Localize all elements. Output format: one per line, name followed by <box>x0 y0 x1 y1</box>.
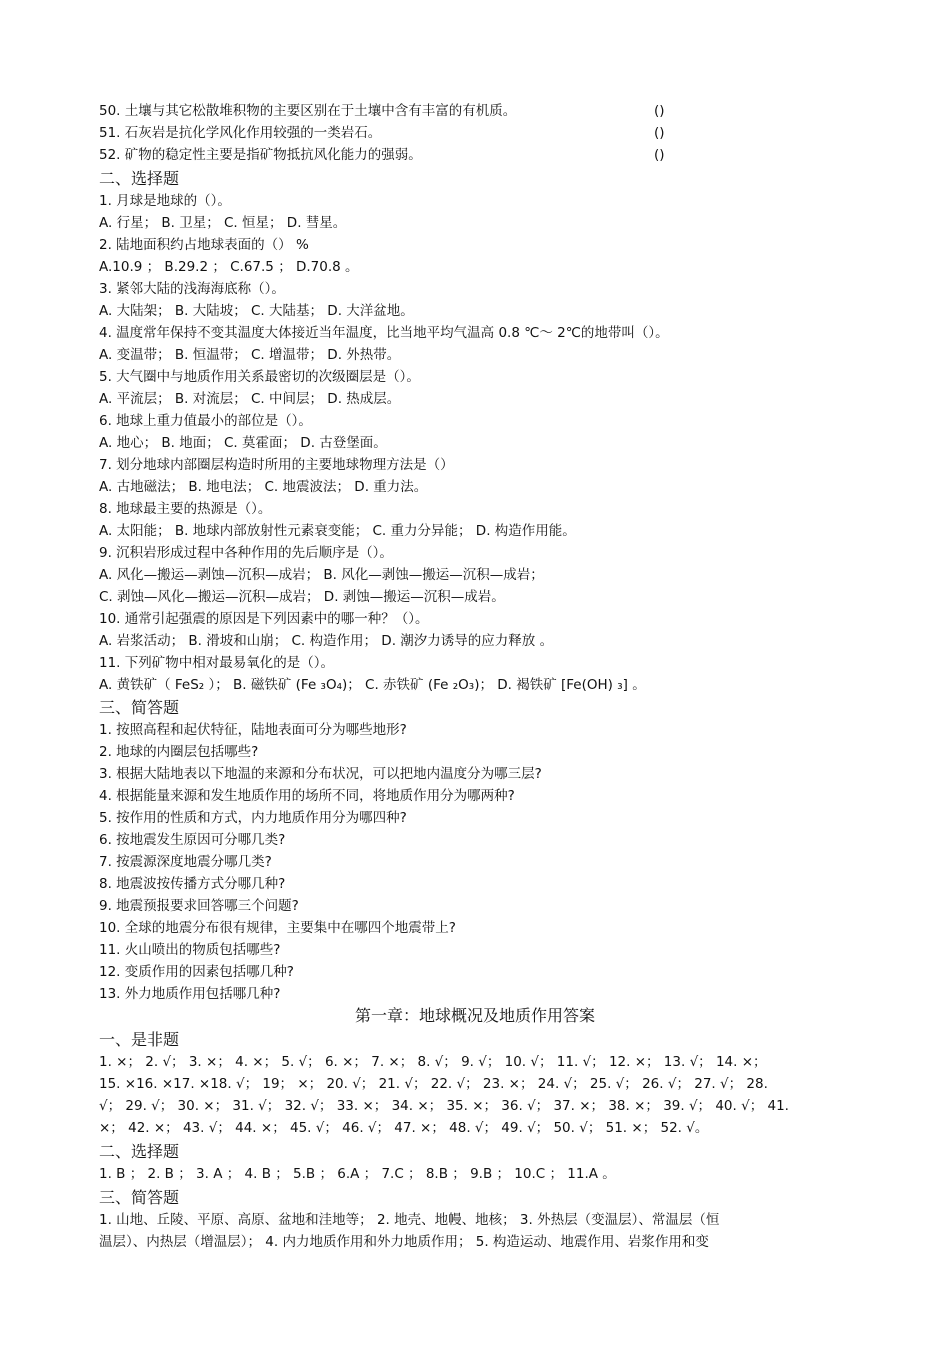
tf-answers-line: √； 29. √； 30. ×； 31. √； 32. √； 33. ×； 34. ×； 35. ×； 36. √； 37. ×； 38. ×； 39. √； 40. √； 41. <box>99 1098 789 1114</box>
answers-heading-choice: 二、选择题 <box>99 1142 180 1161</box>
sa-question: 3. 根据大陆地表以下地温的来源和分布状况，可以把地内温度分为哪三层? <box>99 766 542 782</box>
sa-question: 8. 地震波按传播方式分哪几种? <box>99 876 286 892</box>
sa-question: 10. 全球的地震分布很有规律，主要集中在哪四个地震带上? <box>99 920 456 936</box>
mc-line: 9. 沉积岩形成过程中各种作用的先后顺序是（）。 <box>99 545 393 561</box>
mc-line: 8. 地球最主要的热源是（）。 <box>99 501 272 517</box>
answers-heading-short-answer: 三、简答题 <box>99 1188 180 1207</box>
mc-line: 6. 地球上重力值最小的部位是（）。 <box>99 413 312 429</box>
sa-question: 12. 变质作用的因素包括哪几种? <box>99 964 294 980</box>
mc-line: 11. 下列矿物中相对最易氧化的是（）。 <box>99 655 335 671</box>
tf-answer-blank-52: () <box>654 147 665 163</box>
sa-question: 2. 地球的内圈层包括哪些? <box>99 744 259 760</box>
tf-answers-line: 15. ×16. ×17. ×18. √； 19； ×； 20. √； 21. √； 22. √； 23. ×； 24. √； 25. √； 26. √； 27. √； 28. <box>99 1076 768 1092</box>
sa-question: 1. 按照高程和起伏特征，陆地表面可分为哪些地形? <box>99 722 407 738</box>
mc-line: A. 行星； B. 卫星； C. 恒星； D. 彗星。 <box>99 215 347 231</box>
mc-line: 4. 温度常年保持不变其温度大体接近当年温度，比当地平均气温高 0.8 ℃～ 2℃的地带叫（）。 <box>99 325 669 341</box>
mc-line: A. 风化—搬运—剥蚀—沉积—成岩； B. 风化—剥蚀—搬运—沉积—成岩； <box>99 567 544 583</box>
mc-line: 5. 大气圈中与地质作用关系最密切的次级圈层是（）。 <box>99 369 420 385</box>
tf-answers-line: 1. ×； 2. √； 3. ×； 4. ×； 5. √； 6. ×； 7. ×； 8. √； 9. √； 10. √； 11. √； 12. ×； 13. √； 14. ×； <box>99 1054 767 1070</box>
mc-line: A. 太阳能； B. 地球内部放射性元素衰变能； C. 重力分异能； D. 构造作用能。 <box>99 523 576 539</box>
mc-line: 1. 月球是地球的（）。 <box>99 193 231 209</box>
sa-answers-line: 温层）、内热层（增温层）； 4. 内力地质作用和外力地质作用； 5. 构造运动、地震作用、岩浆作用和变 <box>99 1234 709 1250</box>
answers-title: 第一章：地球概况及地质作用答案 <box>354 1006 595 1025</box>
tf-answer-blank-51: () <box>654 125 665 141</box>
mc-answers-line: 1. B ； 2. B ； 3. A ； 4. B ； 5.B ； 6.A ； 7.C ； 8.B ； 9.B ； 10.C ； 11.A 。 <box>99 1166 616 1182</box>
mc-line: A. 古地磁法； B. 地电法； C. 地震波法； D. 重力法。 <box>99 479 428 495</box>
tf-item-51: 51. 石灰岩是抗化学风化作用较强的一类岩石。 <box>99 125 382 141</box>
mc-line: 10. 通常引起强震的原因是下列因素中的哪一种？（）。 <box>99 611 429 627</box>
sa-question: 5. 按作用的性质和方式，内力地质作用分为哪四种? <box>99 810 407 826</box>
sa-question: 13. 外力地质作用包括哪几种? <box>99 986 281 1002</box>
mc-line: A. 黄铁矿（ FeS₂ ）； B. 磁铁矿 (Fe ₃O₄)； C. 赤铁矿 (Fe ₂O₃)； D. 褐铁矿 [Fe(OH) ₃] 。 <box>99 677 646 693</box>
mc-line: A. 平流层； B. 对流层； C. 中间层； D. 热成层。 <box>99 391 401 407</box>
tf-item-50: 50. 土壤与其它松散堆积物的主要区别在于土壤中含有丰富的有机质。 <box>99 103 517 119</box>
tf-item-52: 52. 矿物的稳定性主要是指矿物抵抗风化能力的强弱。 <box>99 147 422 163</box>
sa-question: 6. 按地震发生原因可分哪几类? <box>99 832 286 848</box>
sa-question: 7. 按震源深度地震分哪几类? <box>99 854 272 870</box>
sa-question: 9. 地震预报要求回答哪三个问题? <box>99 898 299 914</box>
mc-line: C. 剥蚀—风化—搬运—沉积—成岩； D. 剥蚀—搬运—沉积—成岩。 <box>99 589 505 605</box>
section-heading-choice: 二、选择题 <box>99 169 180 188</box>
mc-line: A.10.9 ； B.29.2 ； C.67.5 ； D.70.8 。 <box>99 259 359 275</box>
section-heading-short-answer: 三、简答题 <box>99 698 180 717</box>
sa-question: 4. 根据能量来源和发生地质作用的场所不同，将地质作用分为哪两种? <box>99 788 515 804</box>
answers-heading-true-false: 一、是非题 <box>99 1030 180 1049</box>
sa-answers-line: 1. 山地、丘陵、平原、高原、盆地和洼地等； 2. 地壳、地幔、地核； 3. 外热层（变温层）、常温层（恒 <box>99 1212 720 1228</box>
mc-line: A. 地心； B. 地面； C. 莫霍面； D. 古登堡面。 <box>99 435 387 451</box>
sa-question: 11. 火山喷出的物质包括哪些? <box>99 942 281 958</box>
mc-line: A. 变温带； B. 恒温带； C. 增温带； D. 外热带。 <box>99 347 401 363</box>
mc-line: 2. 陆地面积约占地球表面的（） % <box>99 237 309 253</box>
mc-line: A. 岩浆活动； B. 滑坡和山崩； C. 构造作用； D. 潮汐力诱导的应力释放 。 <box>99 633 554 649</box>
tf-answer-blank-50: () <box>654 103 665 119</box>
tf-answers-line: ×； 42. ×； 43. √； 44. ×； 45. √； 46. √； 47. ×； 48. √； 49. √； 50. √； 51. ×； 52. √。 <box>99 1120 709 1136</box>
mc-line: A. 大陆架； B. 大陆坡； C. 大陆基； D. 大洋盆地。 <box>99 303 414 319</box>
mc-line: 3. 紧邻大陆的浅海海底称（）。 <box>99 281 285 297</box>
mc-line: 7. 划分地球内部圈层构造时所用的主要地球物理方法是（） <box>99 457 454 473</box>
